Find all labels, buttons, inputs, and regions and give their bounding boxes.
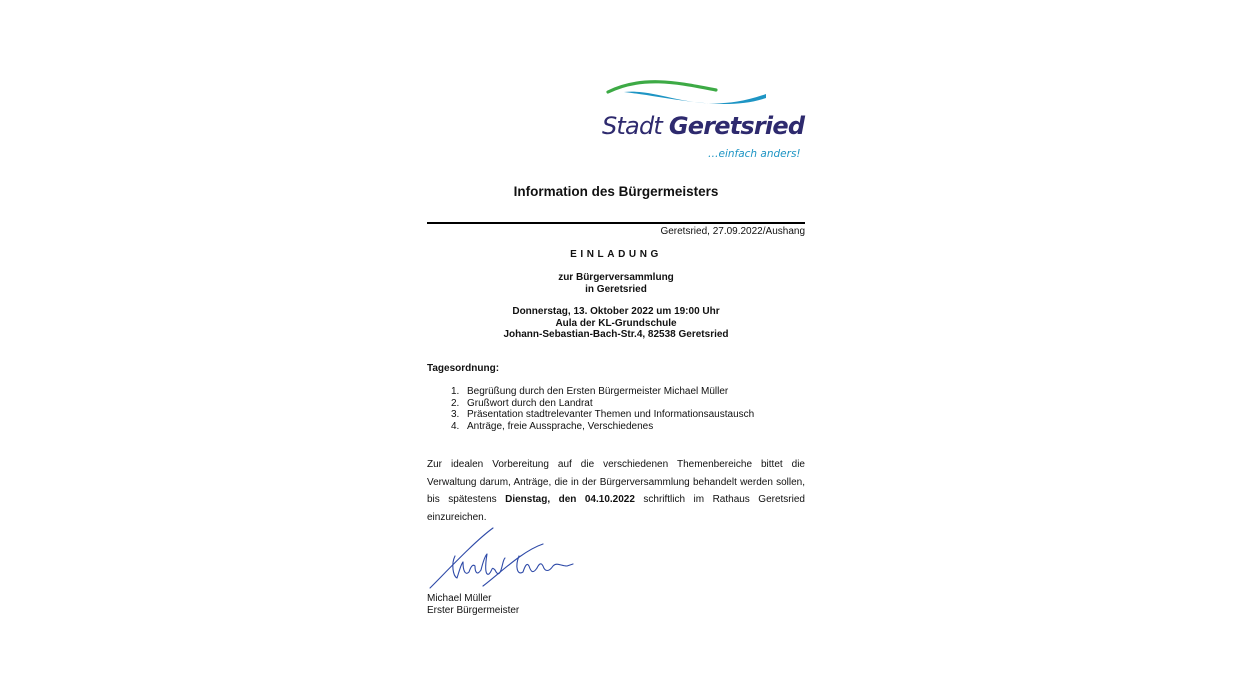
invitation-line-1: zur Bürgerversammlung <box>558 272 674 283</box>
logo-tagline: …einfach anders! <box>708 148 801 160</box>
header-divider <box>427 222 805 224</box>
logo-wordmark: Stadt Geretsried <box>602 112 805 140</box>
date-line: Geretsried, 27.09.2022/Aushang <box>660 226 805 237</box>
invitation-subtitle <box>427 272 805 295</box>
submission-paragraph: Zur idealen Vorbereitung auf die verschiedenen Themenbereiche bittet die Verwaltung darum, Anträge, die in der Bürgerversammlung behandelt werden sollen, bis spätestens Dienstag, den 04.10.2022 schriftlich im Rathaus Geretsried einzureichen. <box>427 459 805 523</box>
event-address: Johann-Sebastian-Bach-Str.4, 82538 Geretsried <box>503 329 729 340</box>
document-page <box>427 0 805 700</box>
event-details <box>427 306 805 341</box>
city-logo <box>602 78 805 164</box>
list-item: 3. Präsentation stadtrelevanter Themen und Informationsaustausch <box>451 409 755 421</box>
agenda-list <box>451 386 754 432</box>
invitation-title: EINLADUNG <box>570 249 662 260</box>
wave-logo-icon <box>604 78 774 114</box>
event-venue: Aula der KL-Grundschule <box>555 317 677 329</box>
signer-block <box>427 593 519 616</box>
signer-role: Erster Bürgermeister <box>427 604 520 616</box>
event-date: Donnerstag, 13. Oktober 2022 um 19:00 Uhr <box>512 306 720 317</box>
deadline-date: Dienstag, den 04.10.2022 <box>505 494 635 505</box>
page-title: Information des Bürgermeisters <box>513 184 719 199</box>
signer-name: Michael Müller <box>427 593 492 604</box>
list-item: 4. Anträge, freie Aussprache, Verschiedenes <box>451 420 654 432</box>
handwritten-signature-icon <box>427 526 577 592</box>
agenda-title: Tagesordnung: <box>427 363 500 374</box>
list-item: 1. Begrüßung durch den Ersten Bürgermeister Michael Müller <box>451 386 729 397</box>
list-item: 2. Grußwort durch den Landrat <box>451 397 593 409</box>
invitation-line-2: in Geretsried <box>585 283 647 295</box>
